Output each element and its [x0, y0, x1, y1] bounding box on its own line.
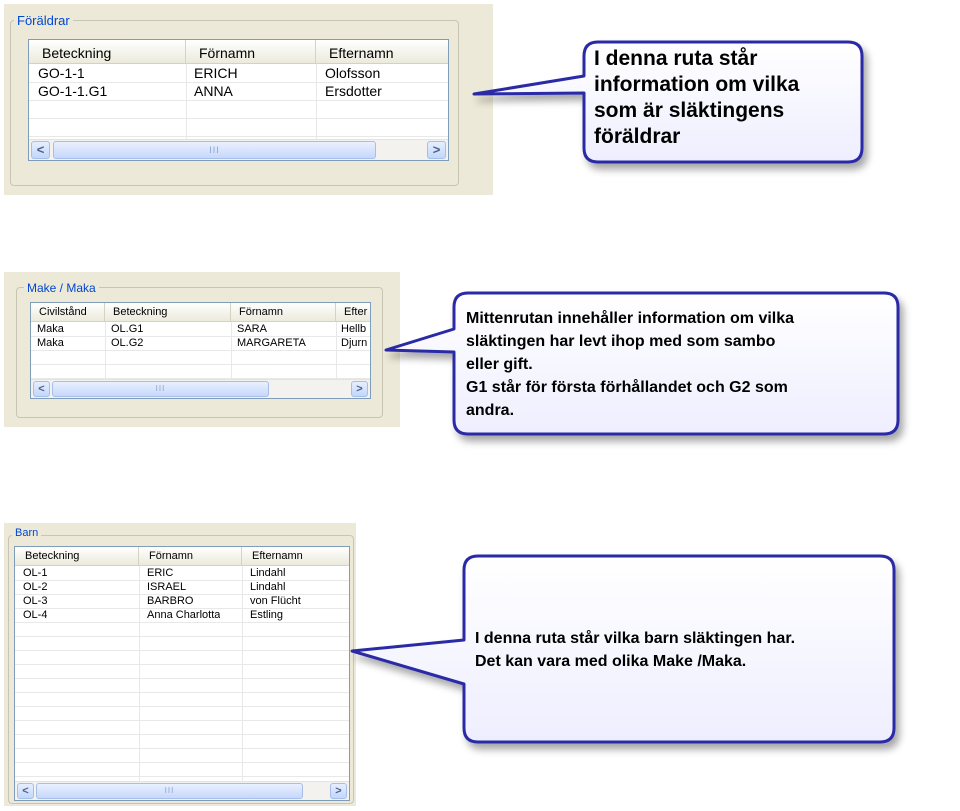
- cell-civilstand: Maka: [37, 337, 64, 349]
- cell-fornamn: ERICH: [194, 65, 238, 81]
- column-header-beteckning[interactable]: Beteckning: [105, 303, 231, 321]
- scrollbar-thumb[interactable]: III: [53, 141, 376, 159]
- callout-make-maka-text: [466, 307, 794, 422]
- column-header-fornamn[interactable]: Förnamn: [186, 40, 316, 63]
- scroll-left-button[interactable]: <: [17, 783, 34, 799]
- scroll-right-button[interactable]: >: [330, 783, 347, 799]
- callout-line: Mittenrutan innehåller information om vilka: [466, 310, 795, 327]
- foraldrar-legend: Föräldrar: [14, 13, 73, 28]
- cell-fornamn: SARA: [237, 323, 267, 335]
- cell-fornamn: ERIC: [147, 567, 174, 579]
- callout-line: information om vilka: [594, 73, 800, 96]
- cell-efternamn: Lindahl: [250, 581, 286, 593]
- cell-fornamn: BARBRO: [147, 595, 194, 607]
- cell-beteckning: OL-4: [23, 609, 48, 621]
- cell-efternamn: Djurn: [341, 337, 368, 349]
- callout-line: som är släktingens: [594, 99, 785, 122]
- cell-fornamn: ISRAEL: [147, 581, 187, 593]
- cell-efternamn: Olofsson: [325, 65, 381, 81]
- cell-beteckning: OL-3: [23, 595, 48, 607]
- scroll-right-button[interactable]: >: [427, 141, 446, 159]
- scroll-left-button[interactable]: <: [31, 141, 50, 159]
- column-header-efternamn[interactable]: Efternamn: [316, 40, 449, 63]
- cell-fornamn: Anna Charlotta: [147, 609, 221, 621]
- callout-foraldrar-text: [594, 46, 799, 150]
- cell-fornamn: MARGARETA: [237, 337, 306, 349]
- column-header-efternamn[interactable]: Efternamn: [242, 547, 350, 565]
- column-header-fornamn[interactable]: Förnamn: [139, 547, 242, 565]
- callout-line: släktingen har levt ihop med som sambo: [466, 333, 776, 350]
- scrollbar-thumb[interactable]: III: [52, 381, 269, 397]
- column-header-efternamn[interactable]: Efter: [344, 306, 368, 318]
- scroll-right-button[interactable]: >: [351, 381, 368, 397]
- make-maka-legend: Make / Maka: [24, 281, 99, 295]
- column-header-beteckning[interactable]: Beteckning: [29, 40, 186, 63]
- cell-beteckning: OL.G2: [111, 337, 144, 349]
- cell-fornamn: ANNA: [194, 83, 233, 99]
- callout-line: Det kan vara med olika Make /Maka.: [475, 653, 747, 670]
- callout-line: G1 står för första förhållandet och G2 som: [466, 379, 788, 396]
- callout-barn-text: [475, 627, 795, 673]
- cell-beteckning: OL-1: [23, 567, 48, 579]
- cell-beteckning: GO-1-1.G1: [38, 83, 108, 99]
- cell-efternamn: Hellb: [341, 323, 367, 335]
- callout-line: I denna ruta står: [594, 47, 758, 70]
- callout-line: eller gift.: [466, 356, 533, 373]
- cell-beteckning: OL-2: [23, 581, 48, 593]
- column-header-beteckning[interactable]: Beteckning: [15, 547, 139, 565]
- column-header-fornamn[interactable]: Förnamn: [231, 303, 336, 321]
- cell-beteckning: GO-1-1: [38, 65, 85, 81]
- cell-beteckning: OL.G1: [111, 323, 144, 335]
- column-header-civilstand[interactable]: Civilstånd: [31, 303, 105, 321]
- cell-civilstand: Maka: [37, 323, 64, 335]
- cell-efternamn: von Flücht: [250, 595, 301, 607]
- scroll-left-button[interactable]: <: [33, 381, 50, 397]
- callout-line: föräldrar: [594, 125, 681, 148]
- scrollbar-thumb[interactable]: III: [36, 783, 303, 799]
- cell-efternamn: Lindahl: [250, 567, 286, 579]
- callout-line: andra.: [466, 402, 515, 419]
- cell-efternamn: Estling: [250, 609, 284, 621]
- barn-legend: Barn: [12, 527, 41, 539]
- callout-line: I denna ruta står vilka barn släktingen har.: [475, 630, 796, 647]
- cell-efternamn: Ersdotter: [325, 83, 382, 99]
